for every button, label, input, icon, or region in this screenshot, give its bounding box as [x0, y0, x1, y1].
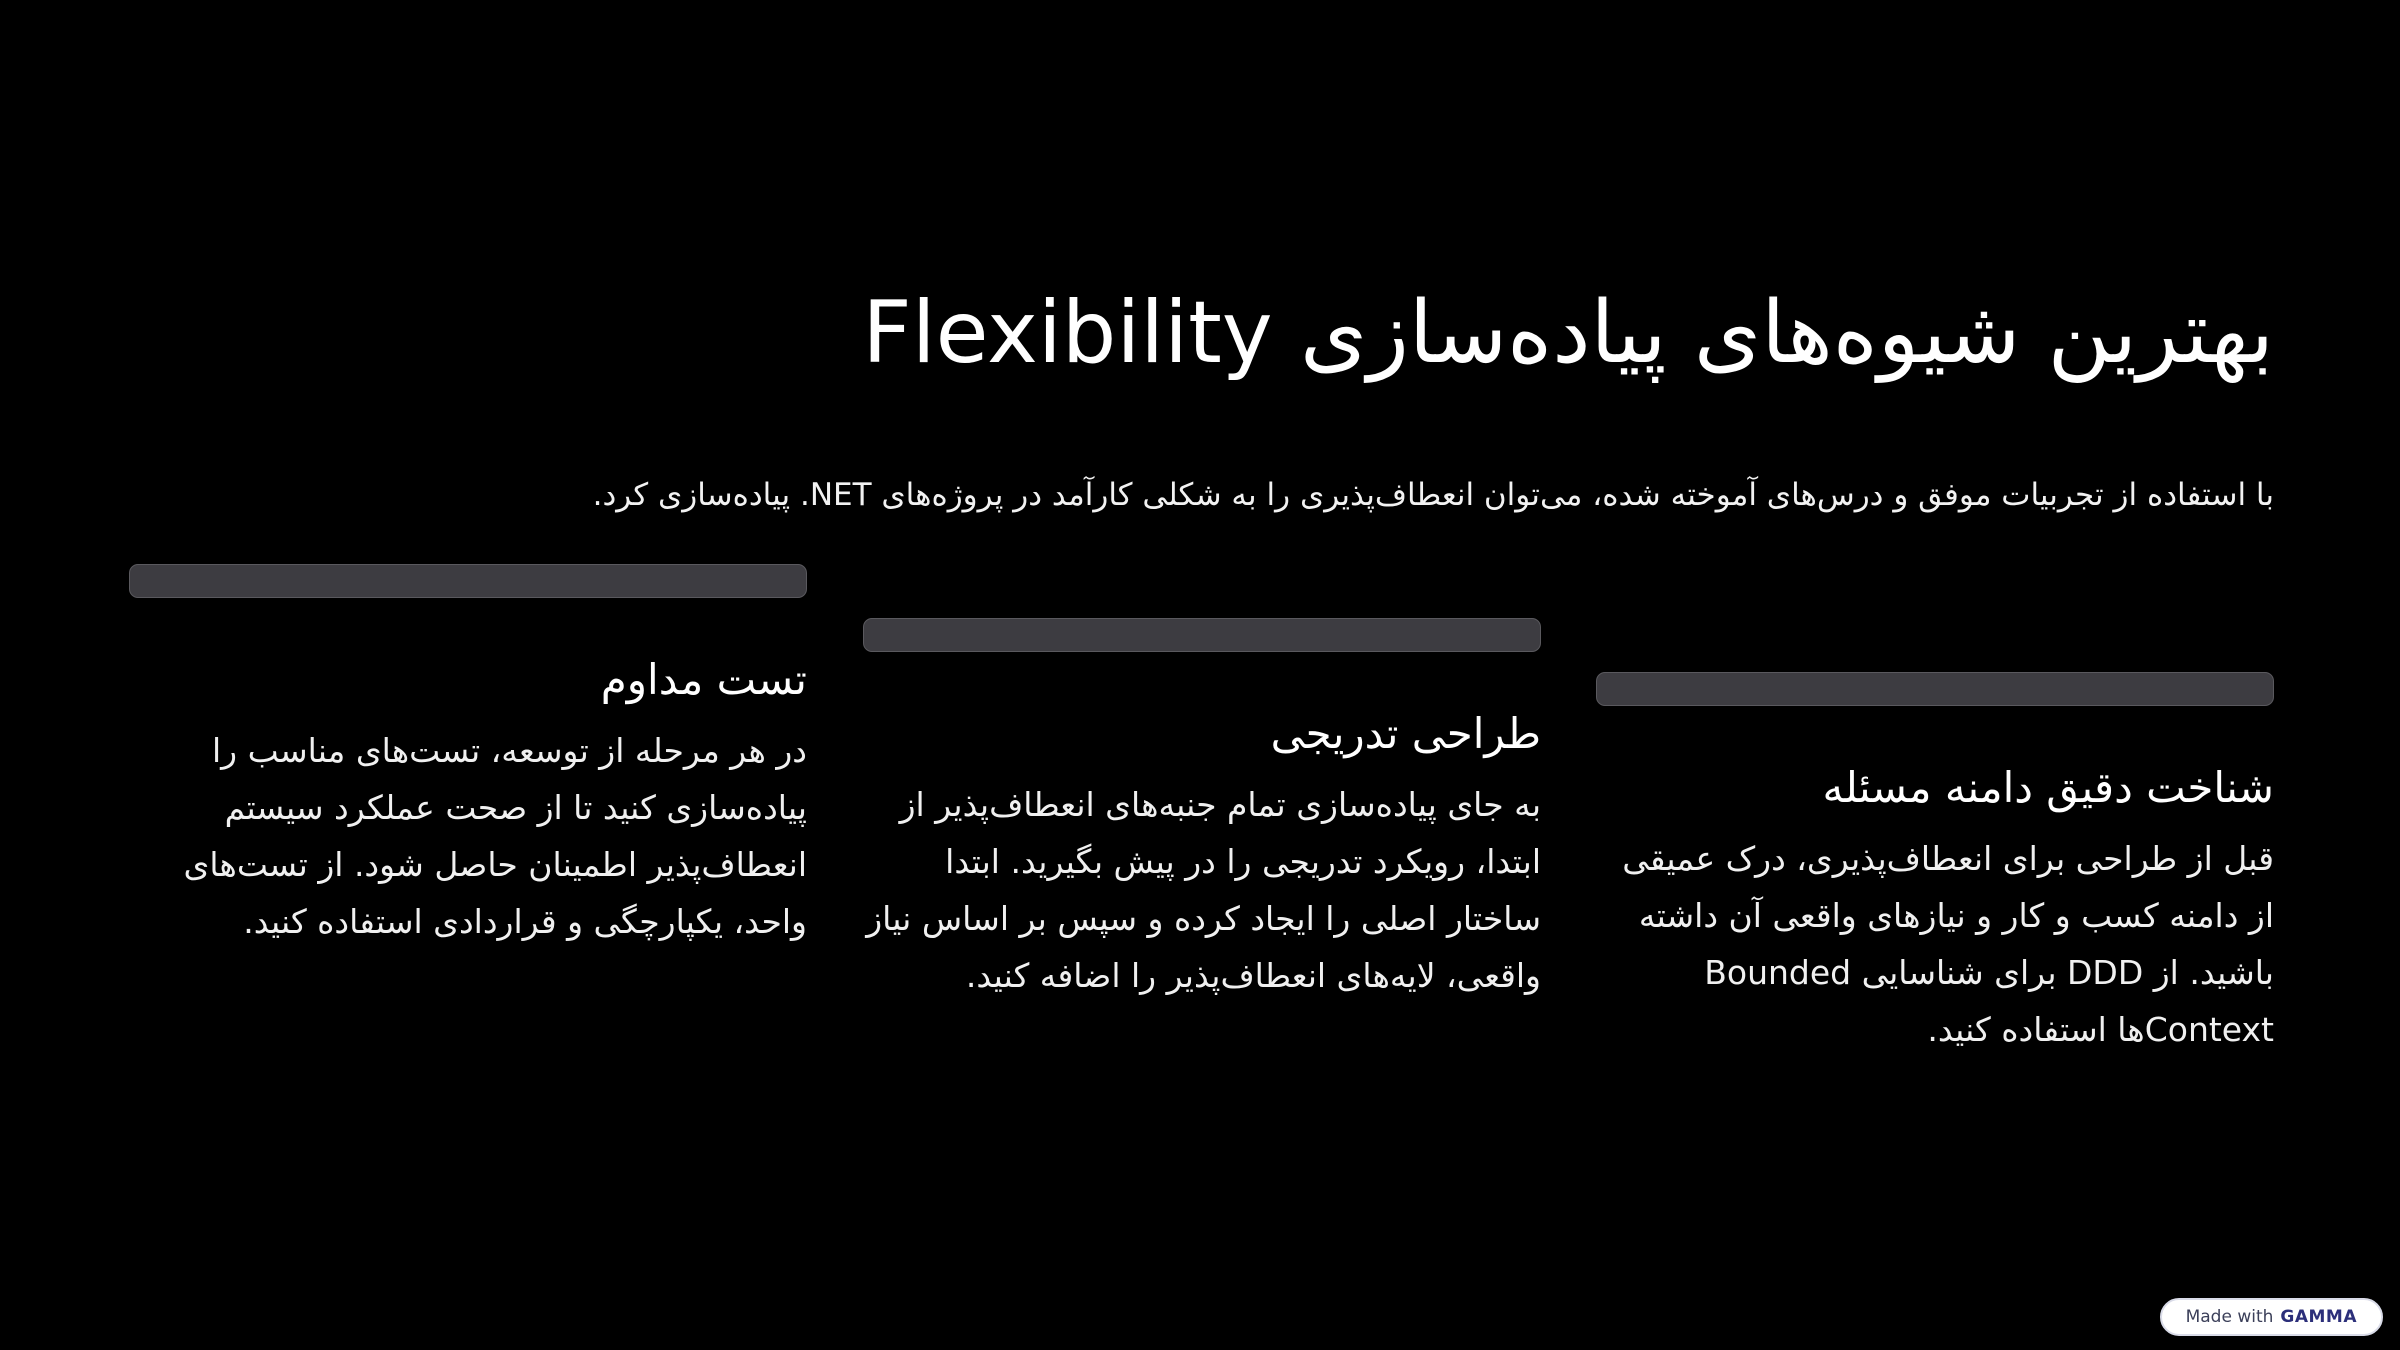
card-body: در هر مرحله از توسعه، تست‌های مناسب را پیاده‌سازی کنید تا از صحت عملکرد سیستم انعطاف‌پذیر اطمینان حاصل شود. از تست‌های واحد، یکپارچگی و قراردادی استفاده کنید.	[183, 731, 807, 941]
badge-prefix: Made with	[2185, 1307, 2274, 1327]
card-body: به جای پیاده‌سازی تمام جنبه‌های انعطاف‌پذیر از ابتدا، رویکرد تدریجی را در پیش بگیرید. ابتدا ساختار اصلی را ایجاد کرده و سپس بر اساس نیاز واقعی، لایه‌های انعطاف‌پذیر را اضافه کنید.	[866, 785, 1541, 995]
card-body: قبل از طراحی برای انعطاف‌پذیری، درک عمیقی از دامنه کسب و کار و نیازهای واقعی آن داشته باشید. از DDD برای شناسایی Bounded Contextها استفاده کنید.	[1622, 839, 2274, 1049]
card-title: طراحی تدریجی	[1270, 709, 1541, 758]
practice-card-incremental	[861, 618, 1541, 1004]
practice-card-testing	[127, 564, 807, 950]
card-accent-bar	[863, 618, 1541, 652]
made-with-gamma-badge[interactable]	[2160, 1298, 2383, 1336]
card-title: شناخت دقیق دامنه مسئله	[1822, 763, 2274, 812]
gamma-logo: GAMMA	[2280, 1307, 2357, 1327]
card-accent-bar	[1596, 672, 2274, 706]
card-title: تست مداوم	[600, 655, 807, 704]
slide-title: بهترین شیوه‌های پیاده‌سازی Flexibility	[862, 283, 2274, 383]
practice-card-domain	[1594, 672, 2274, 1058]
card-accent-bar	[129, 564, 807, 598]
slide-subtitle: با استفاده از تجربیات موفق و درس‌های آموخته شده، می‌توان انعطاف‌پذیری را به شکلی کارآمد در پروژه‌های NET. پیاده‌سازی کرد.	[592, 477, 2274, 513]
